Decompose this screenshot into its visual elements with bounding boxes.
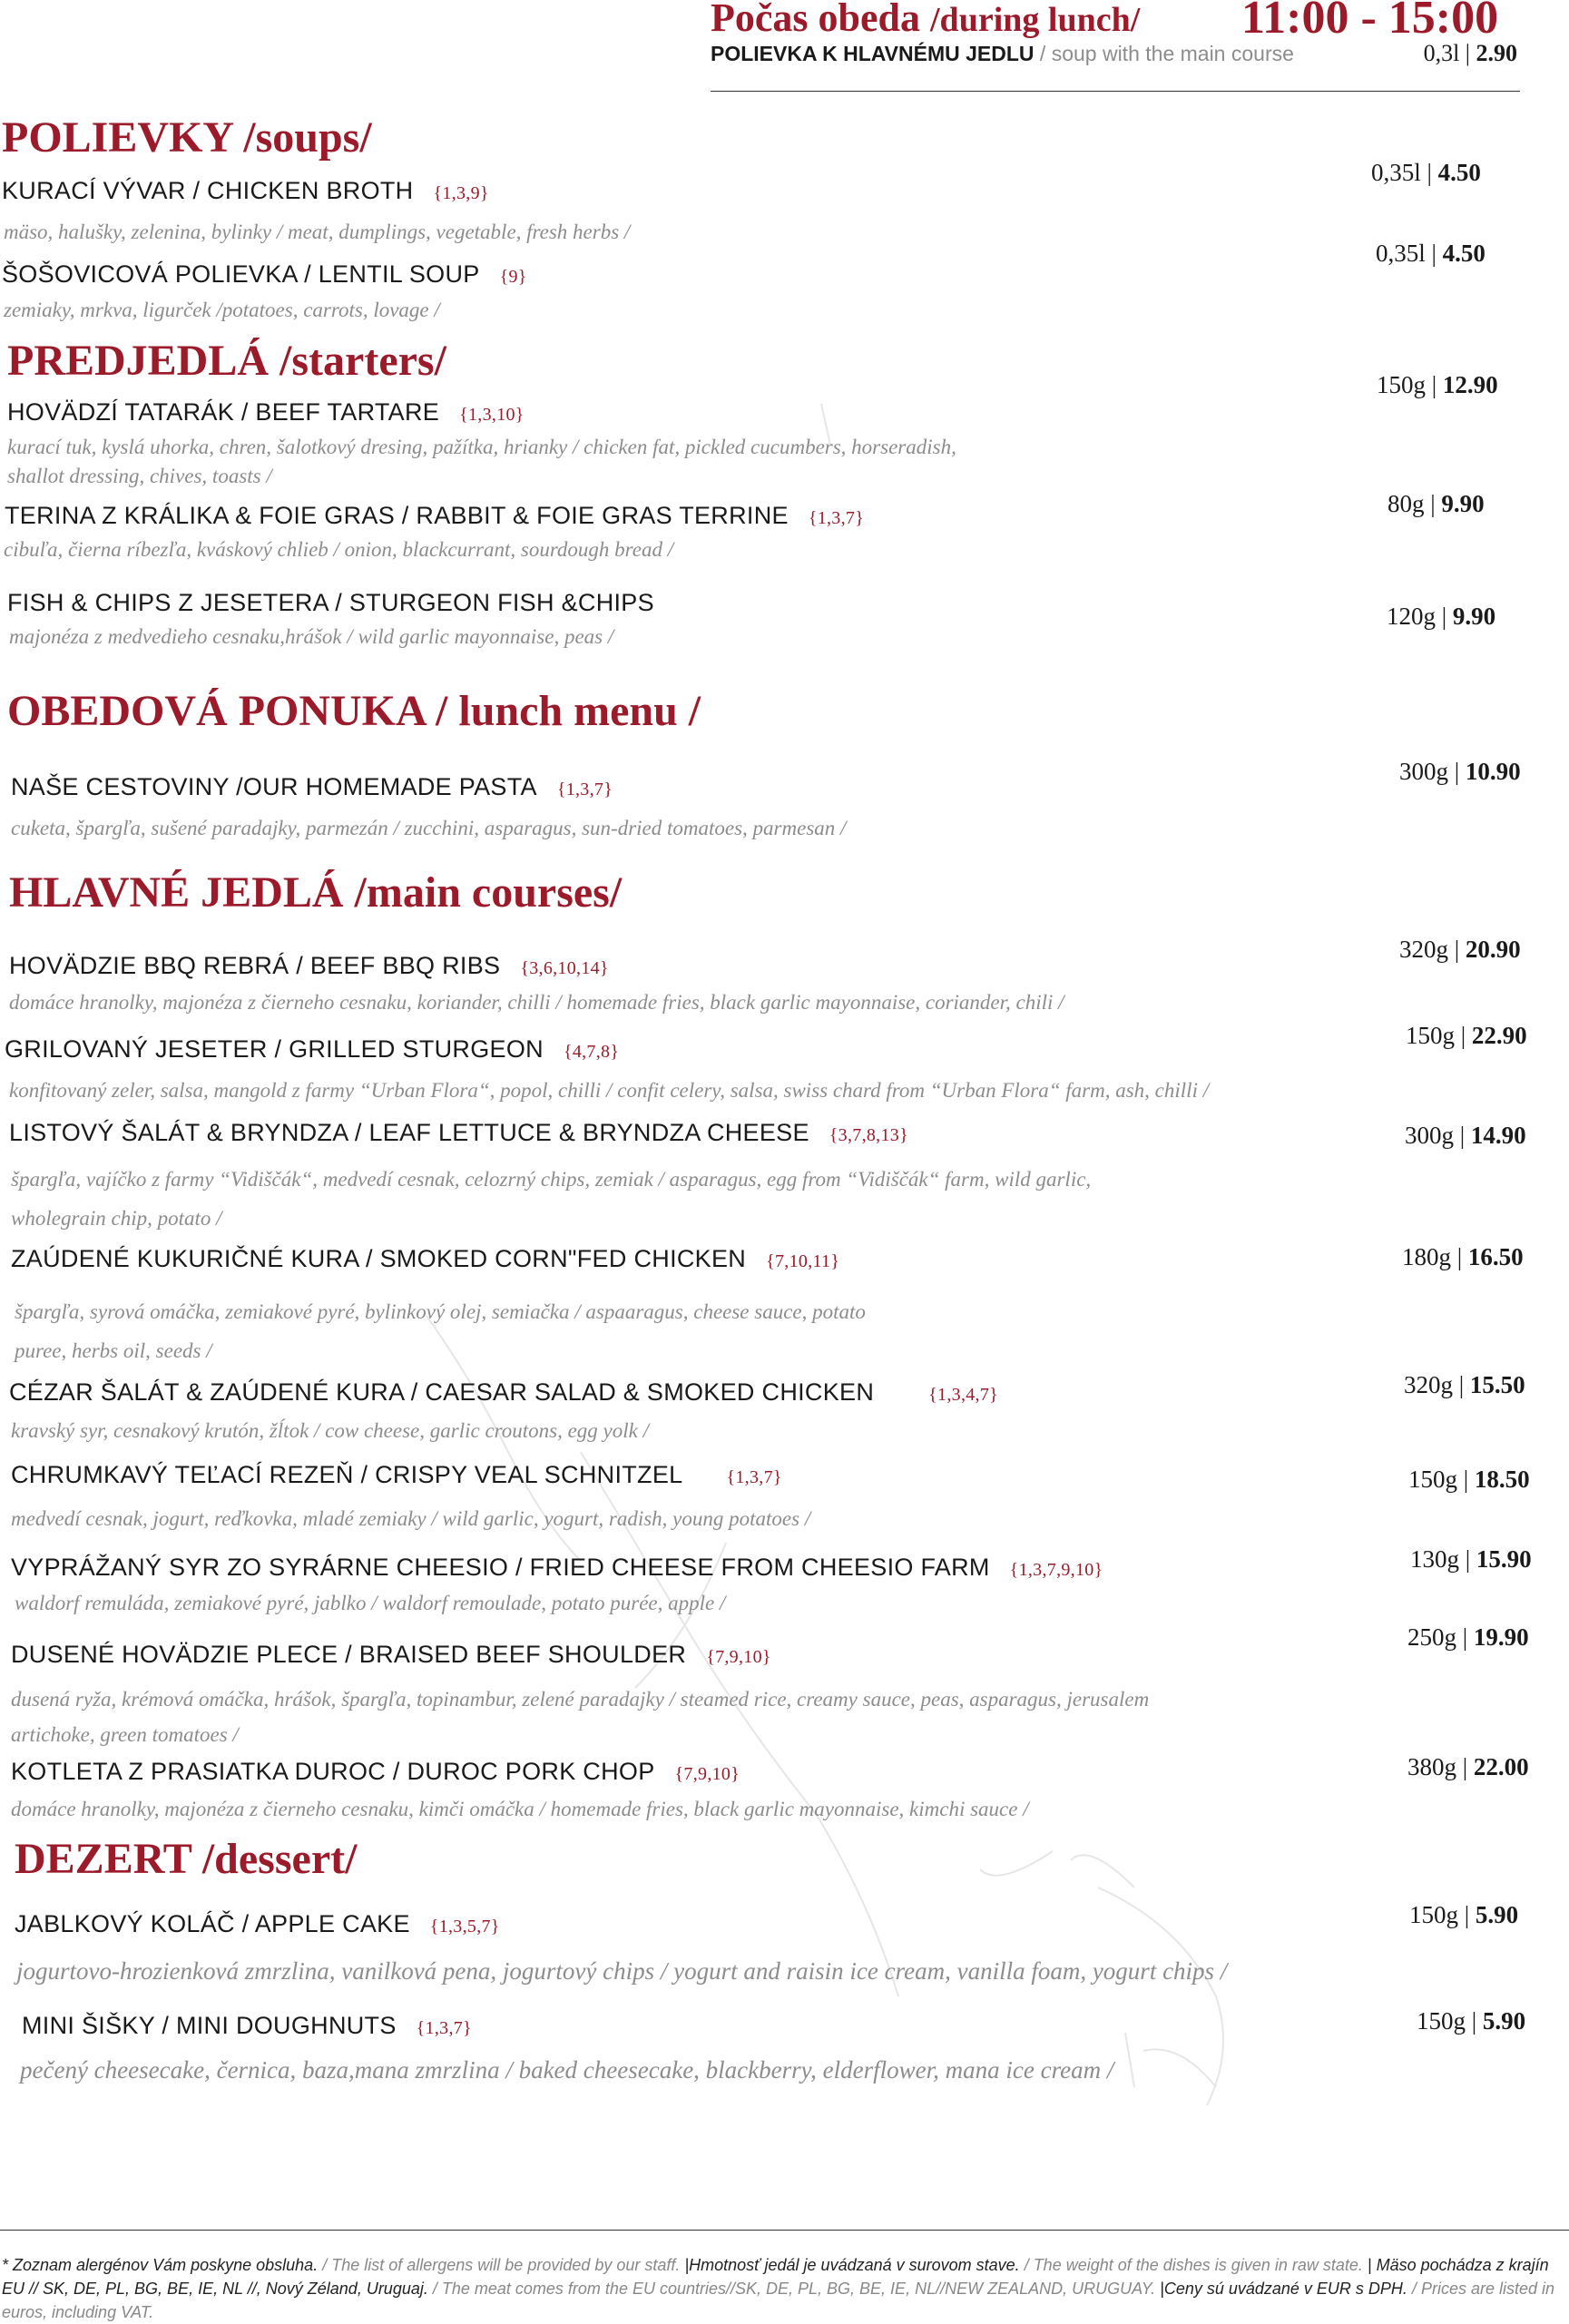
- dish-name: [11, 1247, 839, 1271]
- dish-description: konfitovaný zeler, salsa, mangold z farmy “Urban Flora“, popol, chilli / confit celery, salsa, swiss chard from “Urban Flora“ farm, ash, chilli /: [9, 1079, 1210, 1102]
- dish-price: [1376, 240, 1486, 268]
- dish-description: medvedí cesnak, jogurt, reďkovka, mladé zemiaky / wild garlic, yogurt, radish, young potatoes /: [11, 1507, 811, 1530]
- dish-portion: 250g |: [1407, 1623, 1468, 1651]
- section-title-soups: POLIEVKY /soups/: [2, 113, 372, 162]
- dish-price: [1409, 1901, 1518, 1929]
- dish-price-value: 18.50: [1474, 1466, 1530, 1493]
- dish-portion: 150g |: [1408, 1466, 1469, 1493]
- dish-title: MINI ŠIŠKY / MINI DOUGHNUTS: [22, 2012, 397, 2039]
- section-title-dessert: DEZERT /dessert/: [15, 1835, 358, 1883]
- dish-price: [1399, 936, 1521, 964]
- dish-name: [22, 2014, 472, 2038]
- soup-label-en: / soup with the main course: [1039, 42, 1294, 65]
- dish-portion: 0,35l |: [1376, 240, 1437, 267]
- section-title-starters: PREDJEDLÁ /starters/: [7, 337, 446, 385]
- dish-title: ŠOŠOVICOVÁ POLIEVKA / LENTIL SOUP: [2, 260, 480, 288]
- weight-note-en: / The weight of the dishes is given in raw state.: [1024, 2256, 1363, 2274]
- dish-price-value: 22.90: [1471, 1022, 1527, 1049]
- dish-price-value: 19.90: [1473, 1623, 1529, 1651]
- dish-portion: 150g |: [1406, 1022, 1466, 1049]
- dish-name: [15, 1912, 500, 1937]
- dish-name: [11, 1642, 771, 1667]
- dish-title: GRILOVANÝ JESETER / GRILLED STURGEON: [5, 1035, 544, 1063]
- dish-description: zemiaky, mrkva, ligurček /potatoes, carrots, lovage /: [4, 299, 440, 321]
- allergen-codes: {3,7,8,13}: [829, 1125, 908, 1145]
- dish-price-value: 5.90: [1475, 1901, 1519, 1928]
- dish-price-value: 9.90: [1452, 603, 1496, 630]
- lunch-hours: 11:00 - 15:00: [1241, 0, 1499, 44]
- dish-price-value: 4.50: [1442, 240, 1486, 267]
- dish-portion: 300g |: [1399, 758, 1460, 785]
- dish-description: domáce hranolky, majonéza z čierneho cesnaku, koriander, chilli / homemade fries, black garlic mayonnaise, coriander, chili /: [9, 991, 1064, 1014]
- dish-description: majonéza z medvedieho cesnaku,hrášok / wild garlic mayonnaise, peas /: [9, 625, 614, 648]
- dish-title: DUSENÉ HOVÄDZIE PLECE / BRAISED BEEF SHOULDER: [11, 1641, 687, 1668]
- dish-portion: 80g |: [1388, 490, 1436, 517]
- allergen-codes: {1,3,10}: [459, 405, 525, 425]
- dish-description: dusená ryža, krémová omáčka, hrášok, špargľa, topinambur, zelené paradajky / steamed rice, creamy sauce, peas, asparagus, jerusalem artichoke, green tomatoes /: [11, 1688, 1150, 1746]
- soup-portion: 0,3l |: [1423, 40, 1470, 66]
- weight-note: |Hmotnosť jedál je uvádzaná v surovom stave.: [684, 2256, 1020, 2274]
- allergen-codes: {7,10,11}: [766, 1251, 840, 1271]
- dish-portion: 320g |: [1404, 1371, 1465, 1398]
- dish-description: špargľa, vajíčko z farmy “Vidiščák“, medvedí cesnak, celozrný chips, zemiak / asparagus, egg from “Vidiščák“ farm, wild garlic, wholegrain chip, potato /: [11, 1168, 1092, 1230]
- dish-price-value: 14.90: [1470, 1122, 1526, 1149]
- dish-title: LISTOVÝ ŠALÁT & BRYNDZA / LEAF LETTUCE & BRYNDZA CHEESE: [9, 1119, 809, 1146]
- dish-price: [1399, 758, 1521, 786]
- dish-description: waldorf remuláda, zemiakové pyré, jablko / waldorf remoulade, potato purée, apple /: [15, 1592, 726, 1614]
- dish-price-value: 12.90: [1442, 371, 1498, 398]
- dish-description: mäso, halušky, zelenina, bylinky / meat, dumplings, vegetable, fresh herbs /: [4, 221, 631, 243]
- dish-price: [1408, 1466, 1530, 1494]
- dish-title: JABLKOVÝ KOLÁČ / APPLE CAKE: [15, 1910, 410, 1937]
- dish-portion: 150g |: [1409, 1901, 1470, 1928]
- allergen-codes: {1,3,5,7}: [429, 1917, 500, 1937]
- dish-name: [11, 1463, 782, 1487]
- allergen-codes: {1,3,9}: [433, 183, 489, 203]
- dish-title: KOTLETA Z PRASIATKA DUROC / DUROC PORK CHOP: [11, 1758, 655, 1785]
- dish-name: [11, 1555, 1103, 1580]
- dish-title: HOVÄDZÍ TATARÁK / BEEF TARTARE: [7, 398, 440, 426]
- soup-with-main-course: [711, 42, 1294, 66]
- dish-price: [1371, 159, 1481, 187]
- dish-portion: 0,35l |: [1371, 159, 1432, 186]
- footer-notes: [2, 2253, 1563, 2324]
- dish-price: [1406, 1022, 1527, 1050]
- allergen-codes: {3,6,10,14}: [520, 958, 609, 978]
- dish-price: [1377, 371, 1498, 399]
- allergen-codes: {1,3,7}: [416, 2018, 472, 2038]
- soup-price: [1424, 40, 1517, 67]
- allergen-codes: {1,3,4,7}: [928, 1385, 999, 1405]
- dish-portion: 120g |: [1387, 603, 1447, 630]
- dish-price-value: 20.90: [1465, 936, 1521, 963]
- lunch-title-sk: Počas obeda: [711, 0, 920, 40]
- dish-title: FISH & CHIPS Z JESETERA / STURGEON FISH &CHIPS: [7, 589, 654, 616]
- allergen-codes: {1,3,7}: [556, 780, 613, 799]
- dish-portion: 320g |: [1399, 936, 1460, 963]
- dish-title: TERINA Z KRÁLIKA & FOIE GRAS / RABBIT & FOIE GRAS TERRINE: [5, 502, 789, 529]
- dish-portion: 180g |: [1402, 1243, 1463, 1270]
- allergen-codes: {7,9,10}: [706, 1647, 771, 1667]
- allergen-codes: {1,3,7}: [726, 1467, 782, 1487]
- dish-title: ZAÚDENÉ KUKURIČNÉ KURA / SMOKED CORN"FED CHICKEN: [11, 1245, 747, 1272]
- dish-description: domáce hranolky, majonéza z čierneho cesnaku, kimči omáčka / homemade fries, black garlic mayonnaise, kimchi sauce /: [11, 1798, 1029, 1820]
- dish-portion: 150g |: [1417, 2007, 1477, 2035]
- dish-name: [7, 400, 525, 425]
- dish-price: [1407, 1753, 1529, 1781]
- dish-title: CHRUMKAVÝ TEĽACÍ REZEŇ / CRISPY VEAL SCHNITZEL: [11, 1461, 683, 1488]
- dish-price: [1410, 1545, 1532, 1574]
- dish-name: [9, 1380, 998, 1405]
- dish-description: cibuľa, čierna ríbezľa, kváskový chlieb / onion, blackcurrant, sourdough bread /: [4, 538, 674, 561]
- dish-price-value: 4.50: [1437, 159, 1481, 186]
- dish-name: [9, 1121, 908, 1145]
- meat-origin-note-en: / The meat comes from the EU countries//SK, DE, PL, BG, BE, IE, NL//NEW ZEALAND, URUGUAY.: [432, 2280, 1156, 2298]
- allergen-codes: {9}: [499, 267, 527, 287]
- dish-description: cuketa, špargľa, sušené paradajky, parmezán / zucchini, asparagus, sun-dried tomatoes, parmesan /: [11, 817, 847, 839]
- allergen-codes: {1,3,7,9,10}: [1009, 1560, 1103, 1580]
- dish-description: pečený cheesecake, černica, baza,mana zmrzlina / baked cheesecake, blackberry, elderflower, mana ice cream /: [20, 2056, 1114, 2084]
- dish-title: VYPRÁŽANÝ SYR ZO SYRÁRNE CHEESIO / FRIED CHEESE FROM CHEESIO FARM: [11, 1554, 990, 1581]
- dish-price-value: 5.90: [1482, 2007, 1526, 2035]
- dish-title: HOVÄDZIE BBQ REBRÁ / BEEF BBQ RIBS: [9, 952, 501, 979]
- allergen-codes: {1,3,7}: [808, 508, 865, 528]
- lunch-title: [711, 0, 1140, 41]
- dish-name: [9, 954, 609, 978]
- dish-price: [1407, 1623, 1529, 1652]
- soup-label: POLIEVKA K HLAVNÉMU JEDLU: [711, 42, 1035, 65]
- dish-description: kurací tuk, kyslá uhorka, chren, šalotkový dresing, pažítka, hrianky / chicken fat, pickled cucumbers, horseradish, shallot dressing, chives, toasts /: [7, 436, 956, 487]
- dish-portion: 380g |: [1407, 1753, 1468, 1780]
- dish-name: [7, 591, 674, 615]
- dish-portion: 300g |: [1405, 1122, 1466, 1149]
- dish-name: [2, 262, 527, 287]
- dish-name: [5, 504, 864, 528]
- dish-name: [11, 1760, 740, 1784]
- dish-price-value: 16.50: [1467, 1243, 1524, 1270]
- dish-price: [1417, 2007, 1525, 2035]
- dish-price: [1388, 490, 1485, 518]
- dish-title: KURACÍ VÝVAR / CHICKEN BROTH: [2, 177, 414, 204]
- dish-price-value: 9.90: [1441, 490, 1485, 517]
- dish-price-value: 22.00: [1473, 1753, 1529, 1780]
- dish-title: CÉZAR ŠALÁT & ZAÚDENÉ KURA / CAESAR SALAD & SMOKED CHICKEN: [9, 1378, 875, 1406]
- dish-price: [1405, 1122, 1526, 1150]
- allergen-codes: {7,9,10}: [674, 1764, 740, 1784]
- header-divider: [711, 91, 1520, 92]
- dish-price: [1404, 1371, 1525, 1399]
- dish-price-value: 10.90: [1465, 758, 1521, 785]
- footer-divider: [0, 2230, 1569, 2231]
- dish-price: [1402, 1243, 1524, 1271]
- dish-title: NAŠE CESTOVINY /OUR HOMEMADE PASTA: [11, 773, 537, 800]
- section-title-main-courses: HLAVNÉ JEDLÁ /main courses/: [9, 868, 623, 917]
- dish-portion: 130g |: [1410, 1545, 1471, 1573]
- lunch-title-en: /during lunch/: [930, 1, 1141, 39]
- dish-description: jogurtovo-hrozienková zmrzlina, vanilková pena, jogurtový chips / yogurt and raisin ice cream, vanilla foam, yogurt chips /: [16, 1957, 1228, 1985]
- meat-origin-note: | Mäso pochádza z krajín EU // SK, DE, PL, BG, BE, IE, NL //, Nový Zéland, Uruguaj.: [2, 2256, 1549, 2298]
- dish-price-value: 15.90: [1476, 1545, 1532, 1573]
- allergen-codes: {4,7,8}: [563, 1042, 620, 1062]
- dish-description: kravský syr, cesnakový krutón, žĺtok / cow cheese, garlic croutons, egg yolk /: [11, 1419, 649, 1442]
- dish-description: špargľa, syrová omáčka, zemiakové pyré, bylinkový olej, semiačka / aspaaragus, cheese sauce, potato puree, herbs oil, seeds /: [15, 1300, 866, 1362]
- price-note: |Ceny sú uvádzané v EUR s DPH.: [1160, 2280, 1407, 2298]
- soup-price-value: 2.90: [1476, 40, 1517, 66]
- dish-name: [5, 1037, 619, 1062]
- dish-name: [11, 775, 613, 799]
- allergen-note: * Zoznam alergénov Vám poskyne obsluha.: [2, 2256, 319, 2274]
- dish-price-value: 15.50: [1469, 1371, 1525, 1398]
- allergen-note-en: / The list of allergens will be provided by our staff.: [322, 2256, 681, 2274]
- section-title-lunch-menu: OBEDOVÁ PONUKA / lunch menu /: [7, 687, 701, 735]
- price-note-en: / Prices are listed in euros, including VAT.: [2, 2280, 1555, 2321]
- dish-name: [2, 179, 489, 203]
- dish-portion: 150g |: [1377, 371, 1437, 398]
- dish-price: [1387, 603, 1495, 631]
